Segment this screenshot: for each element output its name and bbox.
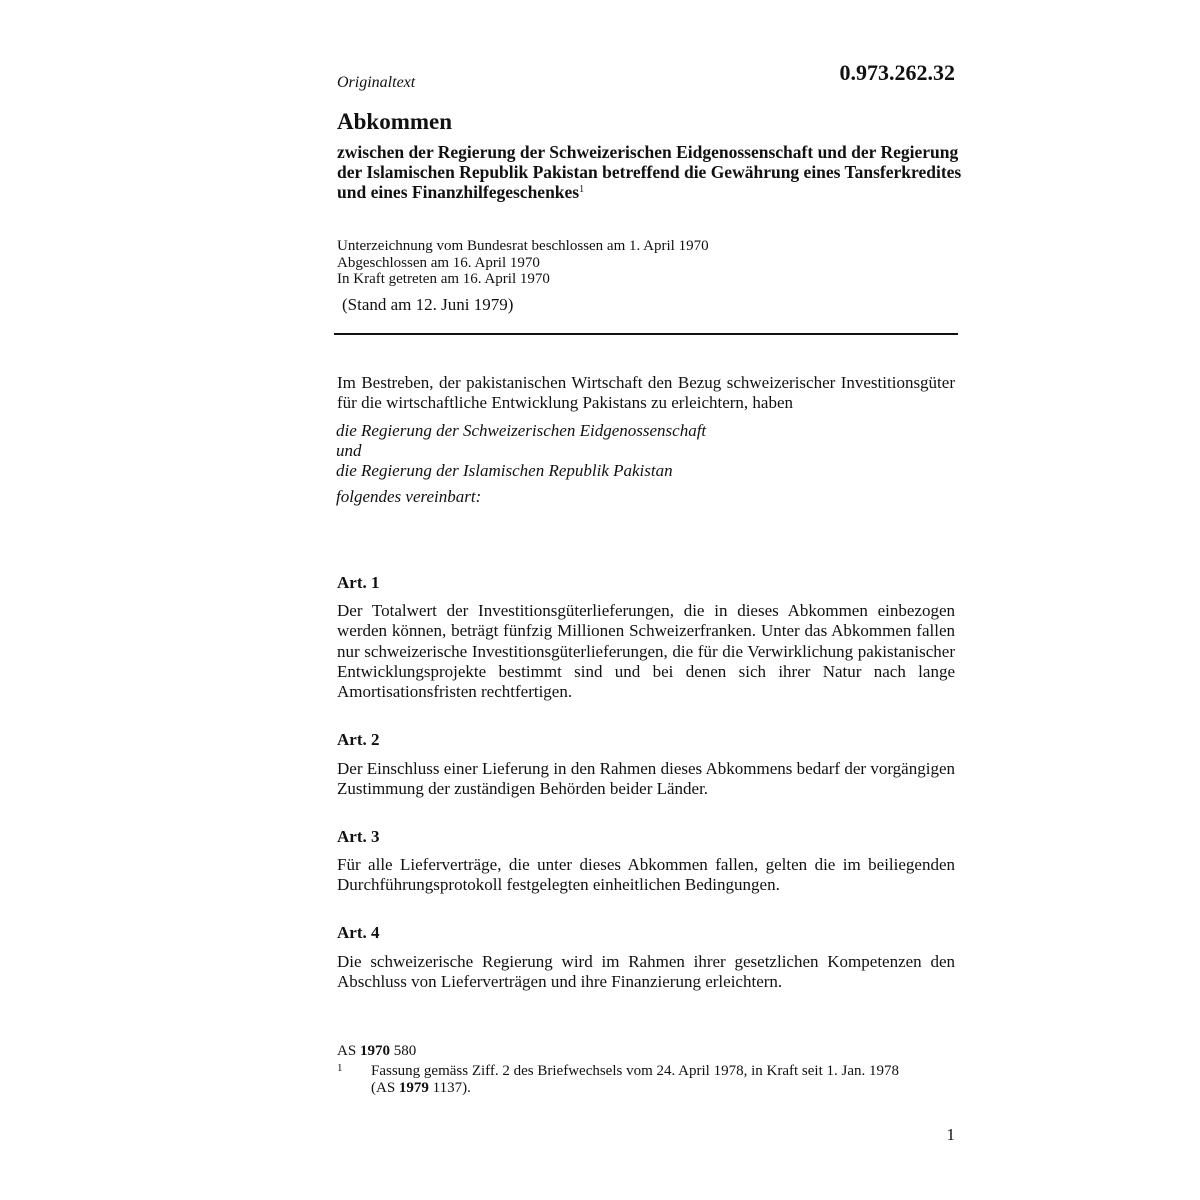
- status-date: (Stand am 12. Juni 1979): [342, 295, 514, 314]
- footnote-line-2: [371, 1080, 957, 1097]
- preamble-agreed: folgendes vereinbart:: [336, 487, 482, 506]
- footnote-ref[interactable]: 1: [579, 184, 585, 195]
- as-prefix: AS: [337, 1043, 357, 1059]
- footnote-as-year: 1979: [398, 1080, 429, 1096]
- as-reference: [337, 1043, 416, 1060]
- article-4-heading: Art. 4: [337, 923, 380, 942]
- footnote-as-open: (AS: [371, 1080, 396, 1096]
- meta-signing: Unterzeichnung vom Bundesrat beschlossen am 1. April 1970: [337, 238, 709, 254]
- page-number: 1: [946, 1125, 955, 1144]
- document-title: Abkommen: [337, 109, 453, 134]
- originaltext-label: Originaltext: [337, 74, 416, 91]
- article-3-text: Für alle Lieferverträge, die unter dieses Abkommen fallen, gelten die im beiliegenden Durchführungsprotokoll festgelegten einheitlichen Bedingungen.: [337, 855, 955, 895]
- footnote-line-1: Fassung gemäss Ziff. 2 des Briefwechsels vom 24. April 1978, in Kraft seit 1. Jan. 1978: [371, 1063, 899, 1079]
- sr-number: 0.973.262.32: [839, 60, 955, 85]
- party-switzerland: die Regierung der Schweizerischen Eidgenossenschaft: [336, 421, 707, 440]
- party-pakistan: die Regierung der Islamischen Republik Pakistan: [336, 461, 673, 480]
- article-2-heading: Art. 2: [337, 730, 380, 749]
- subtitle-text: zwischen der Regierung der Schweizerischen Eidgenossenschaft und der Regierung der Islamischen Republik Pakistan betreffend die Gewährung eines Tansferkredites und eines Finanzhilfegeschenkes: [337, 142, 962, 202]
- article-2-text: Der Einschluss einer Lieferung in den Rahmen dieses Abkommens bedarf der vorgängigen Zustimmung der zuständigen Behörden beider Länder.: [337, 759, 955, 799]
- header-divider: [334, 333, 958, 335]
- as-page: 580: [393, 1043, 417, 1059]
- preamble-text: Im Bestreben, der pakistanischen Wirtschaft den Bezug schweizerischer Investitionsgüter für die wirtschaftliche Entwicklung Pakistans zu erleichtern, haben: [337, 373, 955, 413]
- preamble-parties: [336, 421, 706, 481]
- article-1-text: Der Totalwert der Investitionsgüterlieferungen, die in dieses Abkommen einbezogen werden können, beträgt fünfzig Millionen Schweizerfranken. Unter das Abkommen fallen nur schweizerische Investitionsgüterlieferungen, die für die Verwirklichung pakistanischer Entwicklungsprojekte bestimmt sind und bei denen sich ihrer Natur nach lange Amortisationsfristen rechtfertigen.: [337, 601, 955, 702]
- meta-concluded: Abgeschlossen am 16. April 1970: [337, 254, 540, 271]
- meta-in-force: In Kraft getreten am 16. April 1970: [337, 271, 550, 287]
- footnote-as-page: 1137).: [432, 1080, 471, 1096]
- article-3-heading: Art. 3: [337, 827, 380, 846]
- document-subtitle: [337, 142, 962, 202]
- footnote-text: [371, 1063, 957, 1097]
- article-4-text: Die schweizerische Regierung wird im Rahmen ihrer gesetzlichen Kompetenzen den Abschluss von Lieferverträgen und ihre Finanzierung erleichtern.: [337, 952, 955, 992]
- article-1-heading: Art. 1: [337, 573, 380, 592]
- document-meta: [337, 238, 709, 288]
- footnote-number: 1: [337, 1062, 343, 1074]
- as-year: 1970: [359, 1043, 390, 1059]
- party-and: und: [336, 441, 362, 460]
